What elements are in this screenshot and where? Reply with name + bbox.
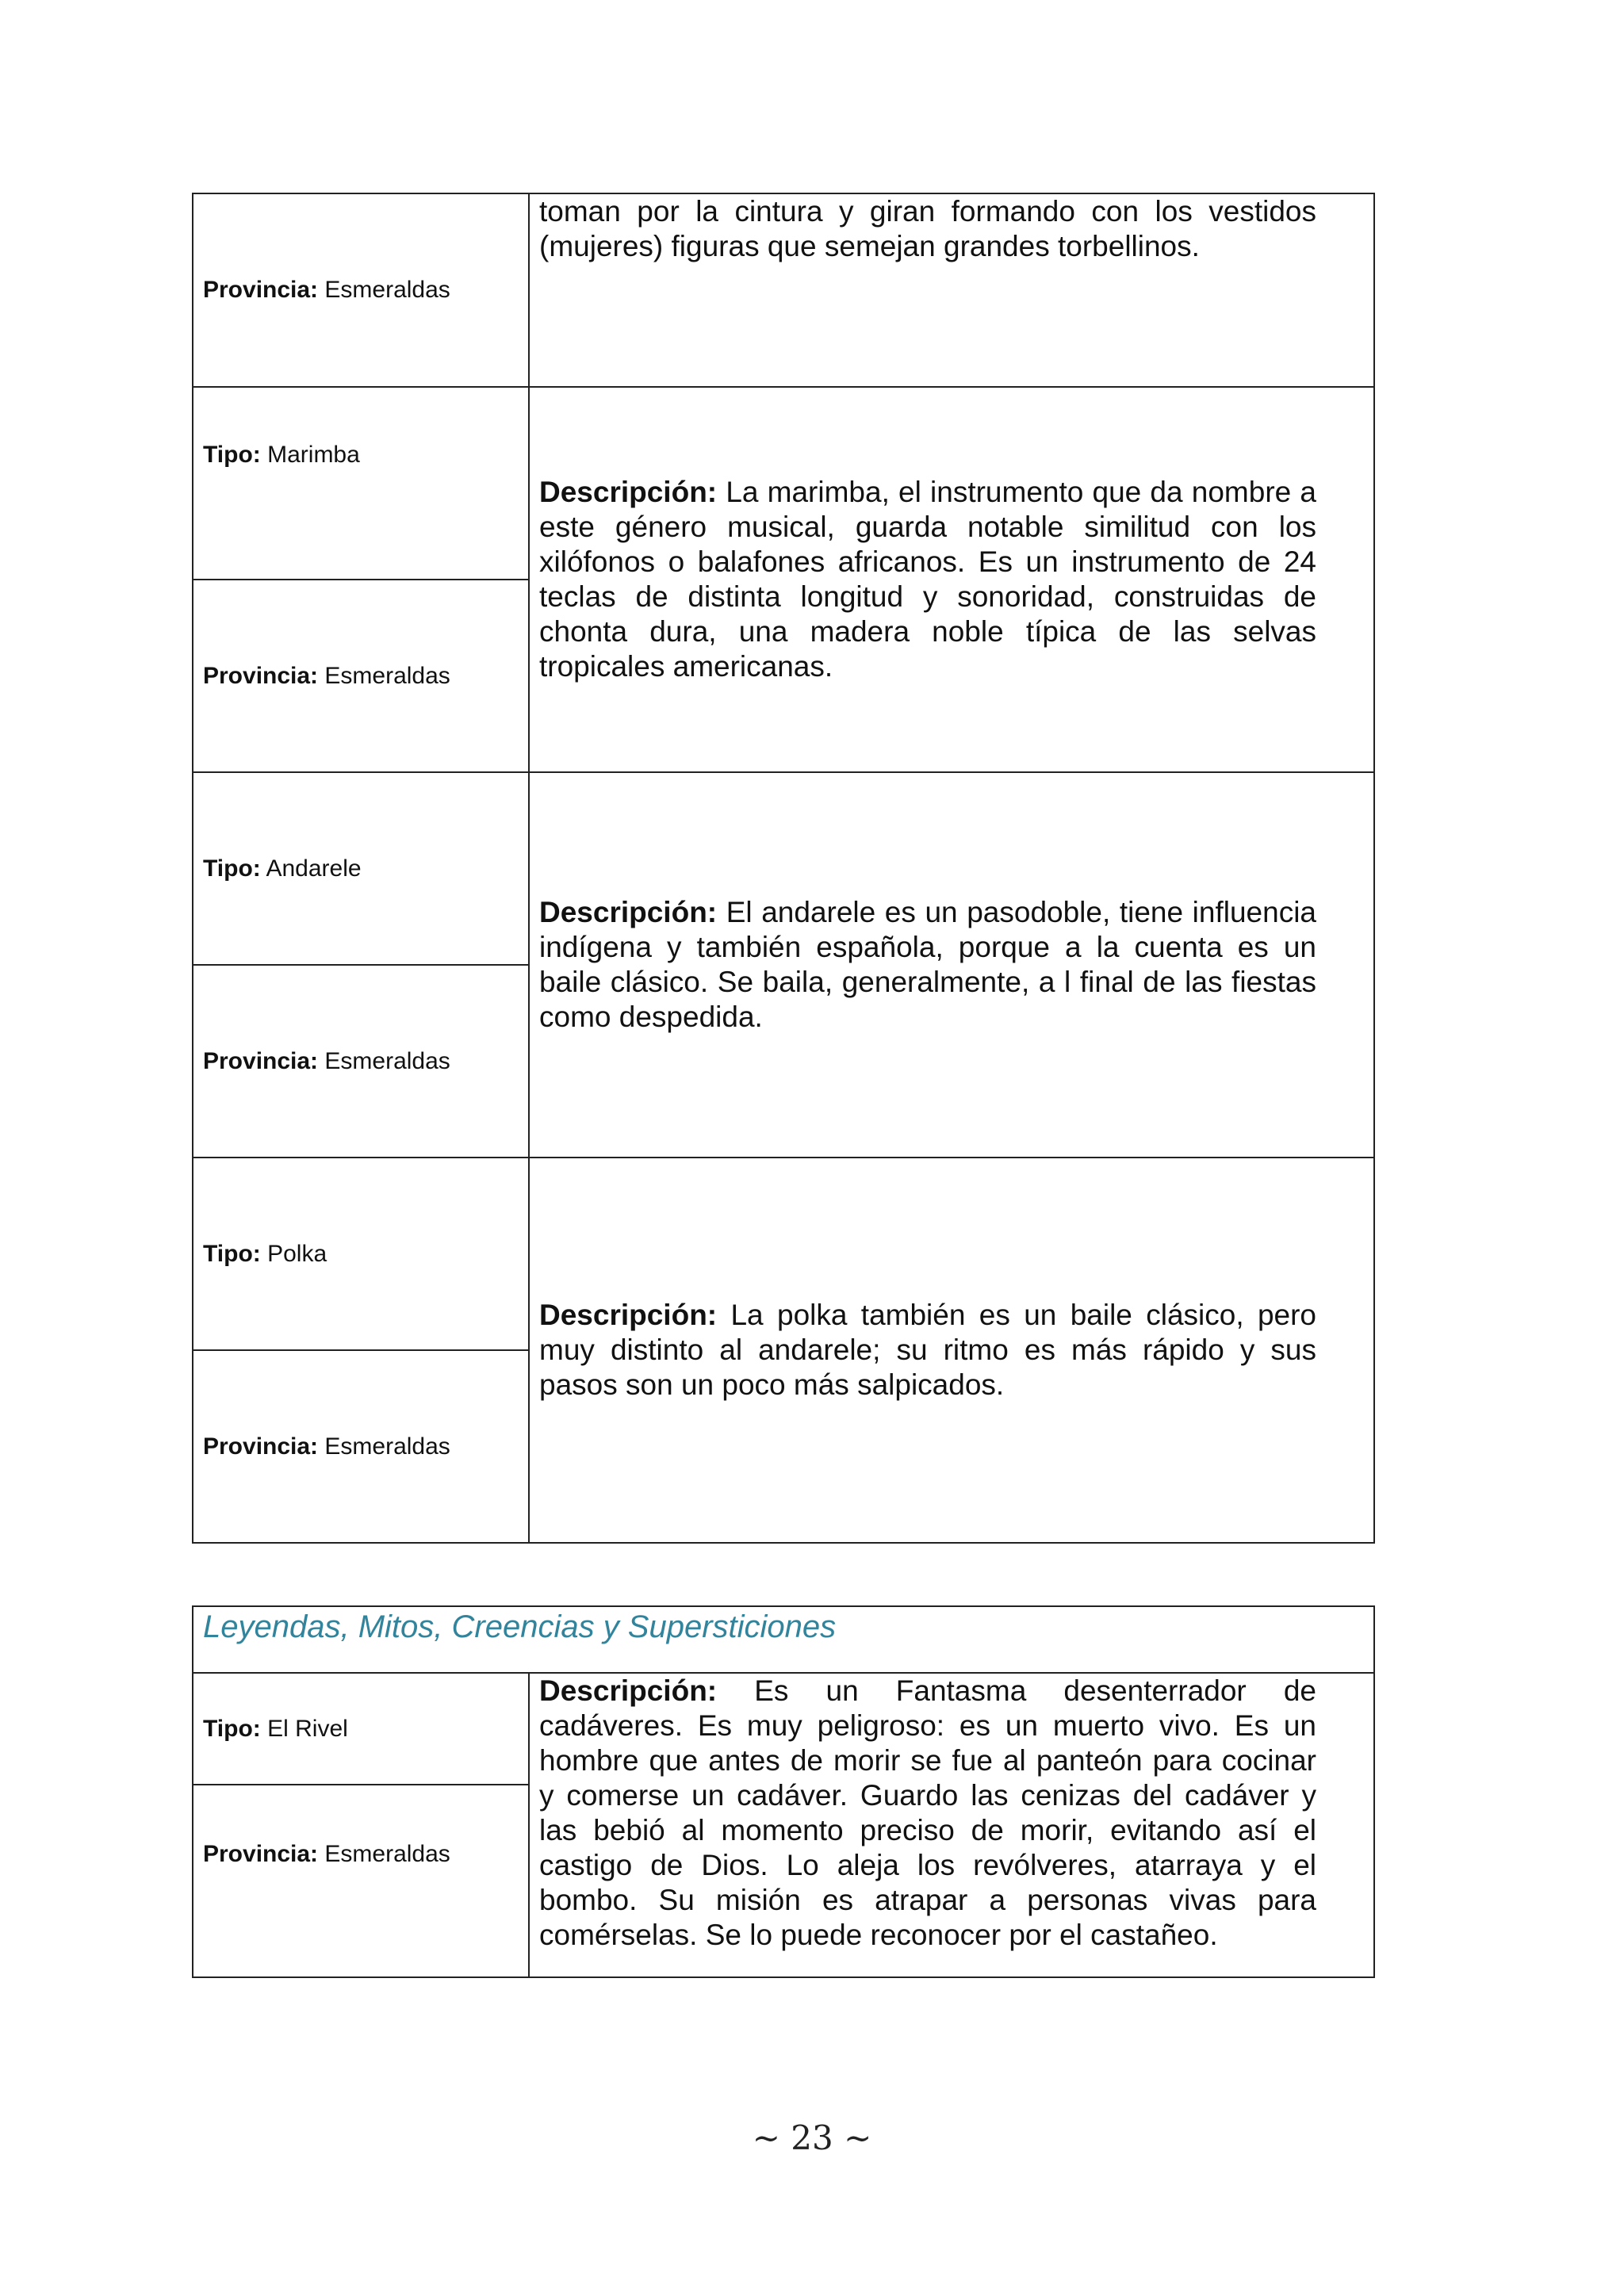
table-row (193, 772, 1374, 965)
description-cell (529, 772, 1374, 1158)
tipo-label: Tipo: (203, 855, 261, 882)
description-text: toman por la cintura y giran formando con los vestidos (mujeres) figuras que semejan grandes torbellinos. (539, 195, 1316, 262)
page-number: ~ 23 ~ (752, 2118, 872, 2157)
table-header-row (193, 1606, 1374, 1673)
provincia-value: Esmeraldas (324, 1841, 450, 1867)
provincia-cell (193, 1785, 529, 1977)
table-row (193, 387, 1374, 580)
provincia-label: Provincia: (203, 662, 319, 689)
tipo-value: Andarele (266, 855, 362, 882)
description-label: Descripción: (539, 1299, 718, 1331)
table-row (193, 193, 1374, 387)
description-label: Descripción: (539, 1674, 718, 1707)
description-body: Es un Fantasma desenterrador de cadáveres. Es muy peligroso: es un muerto vivo. Es un hombre que antes de morir se fue al panteón para cocinar y comerse un cadáver. Guardo las cenizas del cadáver y las bebió al momento preciso de morir, evitando así el castigo de Dios. Lo aleja los revólveres, atarraya y el bombo. Su misión es atrapar a personas vivas para comérselas. Se lo puede reconocer por el castañeo. (539, 1674, 1317, 1951)
provincia-value: Esmeraldas (324, 277, 450, 303)
provincia-cell (193, 965, 529, 1158)
description-cell (529, 1158, 1374, 1543)
description-label: Descripción: (539, 476, 718, 508)
tipo-value: El Rivel (267, 1715, 348, 1742)
provincia-label: Provincia: (203, 277, 319, 303)
provincia-cell (193, 1350, 529, 1543)
provincia-value: Esmeraldas (324, 1433, 450, 1460)
dance-table (192, 193, 1375, 1544)
tipo-value: Polka (267, 1240, 327, 1267)
description-body: El andarele es un pasodoble, tiene influencia indígena y también española, porque a la cuenta es un baile clásico. Se baila, generalmente, a l final de las fiestas como despedida. (539, 896, 1316, 1033)
description-body: La marimba, el instrumento que da nombre a este género musical, guarda notable similitud con los xilófonos o balafones africanos. Es un instrumento de 24 teclas de distinta longitud y sonoridad, construidas de chonta dura, una madera noble típica de las selvas tropicales americanas. (539, 476, 1316, 683)
description-cell (529, 193, 1374, 387)
section-title: Leyendas, Mitos, Creencias y Supersticiones (193, 1606, 1374, 1673)
description-text (530, 895, 1373, 1035)
description-text (530, 1674, 1373, 1953)
tipo-cell (193, 1673, 529, 1785)
provincia-label: Provincia: (203, 1047, 319, 1074)
description-text (530, 1298, 1373, 1402)
tipo-value: Marimba (267, 442, 360, 468)
provincia-cell (193, 193, 529, 387)
description-label: Descripción: (539, 896, 718, 928)
description-cell (529, 387, 1374, 772)
tipo-cell (193, 387, 529, 580)
tipo-label: Tipo: (203, 1715, 261, 1742)
tipo-label: Tipo: (203, 442, 261, 468)
description-cell (529, 1673, 1374, 1977)
provincia-cell (193, 580, 529, 772)
provincia-label: Provincia: (203, 1841, 319, 1867)
provincia-value: Esmeraldas (324, 1047, 450, 1074)
provincia-label: Provincia: (203, 1433, 319, 1460)
tipo-cell (193, 1158, 529, 1350)
tipo-label: Tipo: (203, 1240, 261, 1267)
description-body: La polka también es un baile clásico, pero muy distinto al andarele; su ritmo es más rápido y sus pasos son un poco más salpicados. (539, 1299, 1316, 1401)
table-row (193, 1673, 1374, 1785)
provincia-value: Esmeraldas (324, 662, 450, 689)
legends-table (192, 1605, 1375, 1978)
description-text (530, 475, 1373, 684)
tipo-cell (193, 772, 529, 965)
table-row (193, 1158, 1374, 1350)
